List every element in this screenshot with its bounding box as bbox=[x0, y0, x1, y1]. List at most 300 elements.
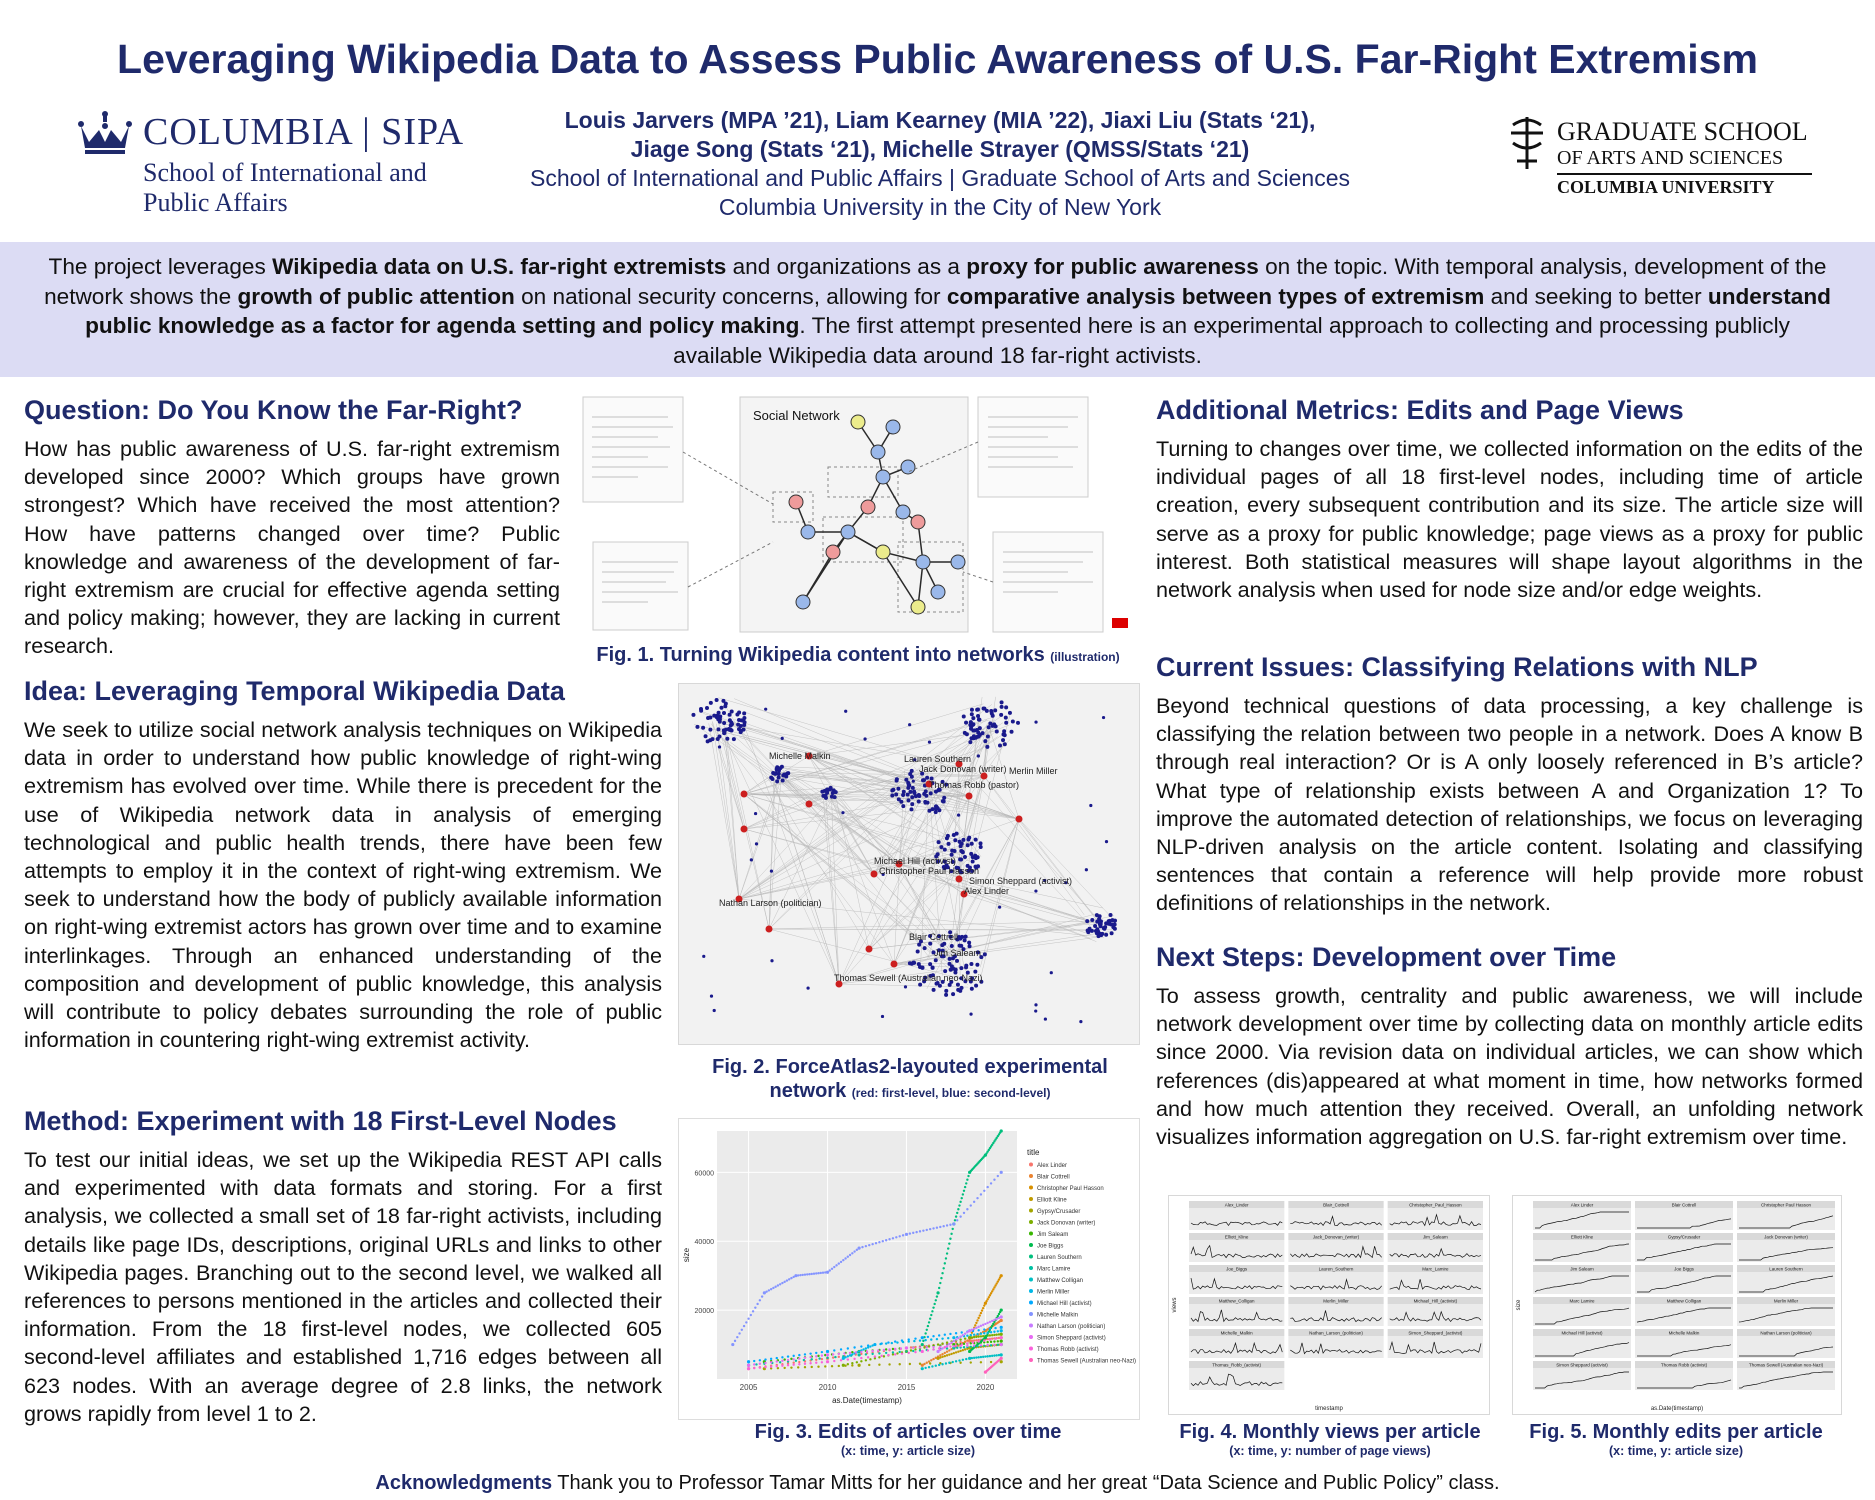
fig2-second-level-node bbox=[970, 708, 974, 712]
fig3-point bbox=[944, 1352, 946, 1354]
fig2-second-level-node bbox=[923, 946, 927, 950]
fig3-point bbox=[950, 1341, 952, 1343]
fig2-second-level-node bbox=[1097, 934, 1101, 938]
fig3-point bbox=[849, 1354, 851, 1356]
fig4-facets bbox=[1168, 1195, 1490, 1415]
fig3-point bbox=[779, 1361, 781, 1363]
fig2-second-level-node bbox=[918, 983, 922, 987]
fig2-second-level-node bbox=[695, 725, 699, 729]
fig2-second-level-node bbox=[737, 711, 741, 715]
fig2-second-level-node bbox=[1089, 804, 1092, 807]
fig3-legend-label: Alex Linder bbox=[1037, 1163, 1068, 1169]
fig2-second-level-node bbox=[928, 962, 932, 966]
fig2-second-level-node bbox=[924, 789, 928, 793]
facet-panel bbox=[1635, 1304, 1733, 1326]
fig3-point bbox=[755, 1363, 757, 1365]
fig2-second-level-node bbox=[834, 790, 838, 794]
fig3-point bbox=[921, 1350, 924, 1353]
fig2-second-level-node bbox=[904, 985, 907, 988]
fig3-x-tick-label: 2005 bbox=[739, 1383, 758, 1392]
facet-panel bbox=[1737, 1336, 1835, 1358]
fig3-point bbox=[989, 1355, 991, 1357]
fig3-point bbox=[948, 1353, 950, 1355]
fig2-second-level-node bbox=[985, 745, 989, 749]
fig2-second-level-node bbox=[710, 995, 713, 998]
fig3-point bbox=[899, 1235, 901, 1237]
fig3-point bbox=[983, 1328, 985, 1330]
fig3-point bbox=[965, 1182, 967, 1184]
fig3-point bbox=[821, 1361, 823, 1363]
fig3-point bbox=[938, 1347, 940, 1349]
fig3-point bbox=[747, 1360, 750, 1363]
fig3-point bbox=[790, 1358, 792, 1360]
fig3-point bbox=[983, 1345, 985, 1347]
facet-title: Matthew Colligan bbox=[1666, 1298, 1702, 1304]
facet-title: Thomas Sewell (Australian neo-Nazi) bbox=[1748, 1362, 1824, 1368]
fig3-point bbox=[970, 1346, 972, 1348]
fig3-point bbox=[761, 1295, 763, 1297]
fig3-point bbox=[874, 1355, 876, 1357]
intro-text-2: and organizations as a bbox=[726, 254, 967, 279]
fig3-point bbox=[939, 1356, 941, 1358]
fig3-legend-key bbox=[1029, 1243, 1033, 1247]
intro-bold-2: proxy for public awareness bbox=[966, 254, 1259, 279]
intro-bold-4: comparative analysis between types of extremism bbox=[946, 283, 1485, 309]
fig2-edge bbox=[823, 799, 839, 984]
social-network-label: Social Network bbox=[753, 408, 840, 423]
fig3-legend-label: Gypsy/Crusader bbox=[1037, 1209, 1081, 1215]
fig3-point bbox=[919, 1346, 921, 1348]
fig3-point bbox=[892, 1237, 894, 1239]
facet-panel bbox=[1635, 1336, 1733, 1358]
fig2-edge bbox=[969, 796, 1100, 937]
fig3-point bbox=[955, 1332, 957, 1334]
fig3-point bbox=[983, 1190, 985, 1192]
fig3-point bbox=[765, 1290, 767, 1292]
fig3-point bbox=[851, 1252, 853, 1254]
fig2-second-level-node bbox=[960, 850, 964, 854]
facet-title: Marc_Lamire bbox=[1422, 1266, 1449, 1272]
fig3-point bbox=[900, 1347, 902, 1349]
fig2-second-level-node bbox=[1109, 913, 1113, 917]
facet-panel bbox=[1635, 1240, 1733, 1262]
fig3-point bbox=[865, 1347, 867, 1349]
fig2-second-level-node bbox=[1098, 914, 1102, 918]
fig2-second-level-node bbox=[951, 967, 955, 971]
fig2-second-level-node bbox=[1086, 930, 1090, 934]
fig3-point bbox=[935, 1365, 937, 1367]
facet-title: Alex_Linder bbox=[1224, 1202, 1249, 1208]
fig2-node-label: Thomas Robb (pastor) bbox=[929, 780, 1020, 790]
fig2-second-level-node bbox=[881, 1015, 884, 1018]
fig3-point bbox=[928, 1366, 930, 1368]
fig3-point bbox=[971, 1336, 973, 1338]
gsas-line3: COLUMBIA UNIVERSITY bbox=[1557, 177, 1775, 197]
fig2-node-label: Michael Hill (activist) bbox=[874, 856, 957, 866]
fig3-point bbox=[869, 1358, 871, 1360]
fig2-second-level-node bbox=[956, 983, 960, 987]
method-body: To test our initial ideas, we set up the Wikipedia REST API calls and experimented with data formats and storing. For a first analysis, we collected a small set of 18 far-right activists, including details like page IDs, descriptions, original URLs and links to other Wikipedia pages. Branching out to the second level, we walked all references to persons mentioned in the articles and collected their information. From the 18 first-level nodes, we collected 605 second-level affiliates and established 1,716 edges between all 623 nodes. With an average degree of 2.8 links, the network grows rapidly from level 1 to 2. bbox=[24, 1147, 662, 1426]
fig2-first-level-node bbox=[806, 801, 813, 808]
intro-text-4: on national security concerns, allowing for bbox=[514, 283, 947, 309]
facet-title: Joe_Biggs bbox=[1226, 1266, 1248, 1272]
fig3-point bbox=[902, 1234, 904, 1236]
fig3-point bbox=[824, 1365, 826, 1367]
fig3-point bbox=[776, 1360, 778, 1362]
fig3-point bbox=[853, 1346, 855, 1348]
fig3-point bbox=[963, 1212, 965, 1214]
fig2-node-label: Nathan Larson (politician) bbox=[719, 898, 822, 908]
fig3-point bbox=[990, 1361, 992, 1363]
fig3-point bbox=[962, 1349, 964, 1351]
fig2-edge bbox=[826, 796, 839, 984]
fig3-point bbox=[815, 1359, 817, 1361]
fig2-second-level-node bbox=[998, 906, 1001, 909]
fig3-point bbox=[914, 1348, 916, 1350]
fig3-legend-key bbox=[1029, 1197, 1033, 1201]
facet-title: Jack_Donovan_(writer) bbox=[1312, 1234, 1360, 1240]
fig3-point bbox=[941, 1356, 943, 1358]
fig2-node-label: Merlin Miller bbox=[1009, 766, 1058, 776]
fig3-point bbox=[938, 1287, 940, 1289]
fig3-point bbox=[941, 1342, 943, 1344]
fig2-second-level-node bbox=[841, 811, 844, 814]
fig3-legend-label: Michael Hill (activist) bbox=[1037, 1301, 1092, 1307]
facet-panel bbox=[1288, 1272, 1383, 1294]
fig2-second-level-node bbox=[770, 869, 773, 872]
fig3-point bbox=[914, 1337, 916, 1339]
fig2-second-level-node bbox=[702, 955, 705, 958]
fig3-point bbox=[941, 1272, 943, 1274]
fig3-y-tick-label: 60000 bbox=[694, 1170, 714, 1178]
fig3-point bbox=[831, 1365, 833, 1367]
fig3-point bbox=[990, 1182, 992, 1184]
fig3-point bbox=[809, 1362, 811, 1364]
facet-panel bbox=[1635, 1368, 1733, 1390]
fig3-point bbox=[931, 1365, 933, 1367]
fig2-second-level-node bbox=[1010, 730, 1014, 734]
intro-band bbox=[0, 242, 1875, 377]
fig3-point bbox=[844, 1356, 846, 1358]
fig3-point bbox=[856, 1249, 858, 1251]
fig3-point bbox=[995, 1354, 997, 1356]
fig3-point bbox=[983, 1339, 985, 1341]
fig3-point bbox=[834, 1356, 836, 1358]
fig3-point bbox=[743, 1325, 745, 1327]
fig3-point bbox=[958, 1359, 960, 1361]
fig3-point bbox=[856, 1361, 858, 1363]
fig2-second-level-node bbox=[772, 772, 776, 776]
fig3-point bbox=[948, 1349, 950, 1351]
facet-panel bbox=[1533, 1304, 1631, 1326]
fig3-point bbox=[862, 1348, 864, 1350]
fig3-point bbox=[885, 1342, 887, 1344]
fig3-point bbox=[777, 1284, 779, 1286]
fig3-point bbox=[929, 1362, 931, 1364]
fig3-point bbox=[901, 1352, 903, 1354]
fig3-legend-key bbox=[1029, 1220, 1033, 1224]
fig3-x-axis-label: as.Date(timestamp) bbox=[832, 1396, 902, 1405]
fig3-point bbox=[973, 1344, 975, 1346]
fig3-point bbox=[945, 1362, 947, 1364]
fig3-point bbox=[905, 1350, 907, 1352]
fig3-point bbox=[970, 1204, 972, 1206]
fig3-point bbox=[865, 1359, 867, 1361]
fig3-point bbox=[952, 1222, 955, 1225]
fig2-second-level-node bbox=[938, 984, 942, 988]
intro-text-1: The project leverages bbox=[48, 254, 273, 279]
fig3-point bbox=[786, 1279, 788, 1281]
fig3-point bbox=[975, 1327, 977, 1329]
fig3-point bbox=[880, 1342, 882, 1344]
fig3-point bbox=[878, 1241, 880, 1243]
fig3-point bbox=[959, 1350, 961, 1352]
fig3-point bbox=[798, 1361, 800, 1363]
fig3-point bbox=[752, 1310, 754, 1312]
fig3-point bbox=[953, 1340, 955, 1342]
gsas-emblem-icon bbox=[1505, 113, 1550, 173]
fig3-point bbox=[966, 1345, 968, 1347]
fig3-point bbox=[983, 1332, 985, 1334]
fig3-point bbox=[826, 1350, 829, 1353]
fig3-point bbox=[790, 1366, 792, 1368]
fig3-point bbox=[831, 1268, 833, 1270]
fig3-point bbox=[991, 1355, 993, 1357]
facet-panel bbox=[1635, 1272, 1733, 1294]
fig3-y-axis-label: size bbox=[682, 1247, 691, 1263]
fig3-point bbox=[840, 1348, 842, 1350]
fig3-point bbox=[888, 1238, 890, 1240]
fig3-point bbox=[887, 1354, 889, 1356]
fig2-node-label: Simon Sheppard (activist) bbox=[969, 876, 1073, 886]
fig3-point bbox=[990, 1331, 992, 1333]
fig3-point bbox=[993, 1179, 995, 1181]
fig2-second-level-node bbox=[1093, 924, 1097, 928]
fig3-point bbox=[787, 1364, 789, 1366]
fig3-legend-key bbox=[1029, 1289, 1033, 1293]
fig2-second-level-node bbox=[1095, 927, 1099, 931]
fig3-point bbox=[896, 1341, 898, 1343]
fig3-point bbox=[820, 1272, 822, 1274]
fig3-point bbox=[877, 1349, 879, 1351]
fig3-point bbox=[936, 1338, 938, 1340]
fig2-second-level-node bbox=[1095, 920, 1099, 924]
fig3-point bbox=[1000, 1340, 1003, 1343]
fig3-point bbox=[1000, 1319, 1003, 1322]
fig3-point bbox=[980, 1344, 982, 1346]
fig3-point bbox=[858, 1247, 861, 1250]
fig2-second-level-node bbox=[983, 739, 987, 743]
fig3-point bbox=[1000, 1343, 1003, 1346]
fig2-second-level-node bbox=[989, 709, 993, 713]
fig3-point bbox=[939, 1354, 941, 1356]
fig3-point bbox=[871, 1350, 873, 1352]
facet-title: Michael_Hill_(activist) bbox=[1413, 1298, 1458, 1304]
fig3-legend-key bbox=[1029, 1312, 1033, 1316]
fig3-point bbox=[959, 1362, 961, 1364]
fig3-point bbox=[939, 1226, 941, 1228]
fig3-point bbox=[847, 1355, 849, 1357]
fig2-node-label: Thomas Sewell (Australian neo-Nazi) bbox=[834, 973, 983, 983]
fig2-second-level-node bbox=[743, 720, 747, 724]
fig3-point bbox=[955, 1344, 957, 1346]
fig3-point bbox=[986, 1186, 988, 1188]
facet-title: Jim Saleam bbox=[1570, 1266, 1594, 1272]
fig3-point bbox=[860, 1345, 862, 1347]
fig3-point bbox=[914, 1351, 916, 1353]
fig2-second-level-node bbox=[1104, 933, 1108, 937]
fig3-point bbox=[1000, 1315, 1003, 1318]
fig3-point bbox=[912, 1232, 914, 1234]
fig2-second-level-node bbox=[924, 801, 928, 805]
fig3-point bbox=[959, 1201, 961, 1203]
fig2-first-level-node bbox=[1016, 816, 1023, 823]
fig3-legend-title: title bbox=[1027, 1148, 1040, 1157]
fig3-point bbox=[974, 1324, 976, 1326]
fig2-second-level-node bbox=[908, 723, 911, 726]
facet-panel bbox=[1737, 1272, 1835, 1294]
fig3-point bbox=[956, 1212, 958, 1214]
fig2-edge bbox=[964, 894, 1091, 934]
issues-body: Beyond technical questions of data processing, a key challenge is classifying the relation between two people in a network. Does A know B through real interaction? Or is A only loosely referenced in B’s article? What type of relationship exists between A and Organization 1? To improve the automated detection of relationships, we focus on leveraging NLP-driven analysis on the article content. Isolating and classifying sentences that contain a reference will help provide more robust definitions of relationships in the network. bbox=[1156, 693, 1863, 916]
fig3-point bbox=[957, 1337, 959, 1339]
fig3-point bbox=[909, 1232, 911, 1234]
fig3-point bbox=[966, 1179, 968, 1181]
fig3-point bbox=[928, 1321, 930, 1323]
fig2-second-level-node bbox=[742, 711, 746, 715]
fig2-second-level-node bbox=[986, 734, 990, 738]
facet-panel bbox=[1533, 1240, 1631, 1262]
fig3-legend-key bbox=[1029, 1255, 1033, 1259]
fig2-node-label: Blair Cottrell bbox=[909, 932, 959, 942]
fig3-point bbox=[764, 1362, 766, 1364]
fig3-point bbox=[944, 1334, 946, 1336]
fig2-second-level-node bbox=[844, 710, 847, 713]
fig3-point bbox=[736, 1336, 738, 1338]
fig3-point bbox=[894, 1340, 896, 1342]
acknowledgments bbox=[0, 1472, 1875, 1495]
fig2-second-level-node bbox=[912, 780, 915, 783]
fig3-legend-label: Elliott Kline bbox=[1037, 1197, 1067, 1204]
fig3-point bbox=[818, 1357, 820, 1359]
fig3-point bbox=[783, 1281, 785, 1283]
fig2-second-level-node bbox=[936, 806, 940, 810]
fig2-second-level-node bbox=[781, 773, 785, 777]
fig2-second-level-node bbox=[929, 791, 933, 795]
fig3-point bbox=[966, 1208, 968, 1210]
fig2-second-level-node bbox=[1004, 705, 1008, 709]
fig2-second-level-node bbox=[988, 722, 992, 726]
fig2-second-level-node bbox=[901, 793, 905, 797]
fig2-caption-text: Fig. 2. ForceAtlas2-layouted experimental network bbox=[712, 1056, 1108, 1102]
fig3-point bbox=[919, 1339, 921, 1341]
facet-panel bbox=[1533, 1208, 1631, 1230]
fig3-x-tick-label: 2015 bbox=[897, 1383, 916, 1392]
fig4-caption-text: Fig. 4. Monthly views per article bbox=[1179, 1421, 1481, 1443]
fig2-second-level-node bbox=[956, 988, 960, 992]
fig2-second-level-node bbox=[1004, 721, 1008, 725]
fig2-second-level-node bbox=[1034, 720, 1037, 723]
fig2-second-level-node bbox=[969, 852, 973, 856]
fig2-second-level-node bbox=[975, 963, 979, 967]
fig2-second-level-node bbox=[716, 727, 720, 731]
fig3-point bbox=[935, 1299, 937, 1301]
fig2-second-level-node bbox=[737, 718, 741, 722]
fig2-second-level-node bbox=[907, 783, 911, 787]
fig3-point bbox=[776, 1365, 778, 1367]
idea-body: We seek to utilize social network analysis techniques on Wikipedia data in order to understand how public knowledge of right-wing extremism has evolved over time. While there is precedent for the use of Wikipedia network data in analysis of emerging technological and public health trends, there have been few attempts to employ it in the context of right-wing extremism. We seek to understand how the body of publicly available information on right-wing extremist actors has grown over time and to examine interlinkages. Through an enhanced understanding of the composition and development of public knowledge, this analysis will contribute to policy debates surrounding the role of public information in countering right-wing extremist activity. bbox=[24, 717, 662, 1053]
facet-panel bbox=[1737, 1240, 1835, 1262]
fig3-legend-key bbox=[1029, 1358, 1033, 1362]
fig2-node-label: Jack Donovan (writer) bbox=[919, 764, 1007, 774]
fig3-svg bbox=[679, 1119, 1139, 1419]
fig3-point bbox=[835, 1264, 837, 1266]
method-heading: Method: Experiment with 18 First-Level Nodes bbox=[24, 1106, 617, 1136]
fig3-point bbox=[944, 1262, 946, 1264]
fig3-point bbox=[817, 1272, 819, 1274]
fig3-point bbox=[983, 1304, 985, 1306]
fig3-point bbox=[965, 1358, 967, 1360]
fig3-point bbox=[885, 1352, 887, 1354]
fig3-point bbox=[926, 1362, 928, 1364]
fig3-point bbox=[815, 1355, 817, 1357]
red-marker bbox=[1112, 618, 1128, 628]
fig2-second-level-node bbox=[966, 843, 970, 847]
fig3-point bbox=[953, 1352, 955, 1354]
fig4-caption bbox=[1160, 1421, 1500, 1459]
fig2-second-level-node bbox=[863, 737, 866, 740]
fig3-point bbox=[938, 1364, 940, 1366]
fig3-point bbox=[853, 1358, 855, 1360]
fig3-point bbox=[993, 1334, 995, 1336]
fig3-point bbox=[851, 1353, 853, 1355]
facet-title: Simon_Sheppard_(activist) bbox=[1408, 1330, 1463, 1336]
fig2-second-level-node bbox=[1034, 1003, 1037, 1006]
fig5-caption-text: Fig. 5. Monthly edits per article bbox=[1529, 1421, 1823, 1443]
fig3-point bbox=[866, 1350, 868, 1352]
fig2-second-level-node bbox=[932, 988, 936, 992]
facet-title: Christopher Paul Hasson bbox=[1760, 1202, 1812, 1208]
fig2-second-level-node bbox=[999, 713, 1003, 717]
fig3-point bbox=[875, 1242, 877, 1244]
fig2-second-level-node bbox=[964, 964, 968, 968]
fig3-point bbox=[753, 1367, 755, 1369]
fig3-point bbox=[753, 1363, 755, 1365]
facet-title: Merlin_Miller bbox=[1323, 1298, 1349, 1304]
fig2-second-level-node bbox=[730, 710, 734, 714]
fig2-second-level-node bbox=[995, 729, 999, 733]
fig3-point bbox=[843, 1352, 845, 1354]
fig3-point bbox=[997, 1344, 999, 1346]
facet-panel bbox=[1189, 1240, 1284, 1262]
fig3-x-tick-label: 2020 bbox=[976, 1383, 995, 1392]
fig3-point bbox=[984, 1323, 986, 1325]
facet-panel bbox=[1737, 1304, 1835, 1326]
fig3-point bbox=[1000, 1357, 1003, 1360]
fig3-point bbox=[927, 1325, 929, 1327]
fig3-point bbox=[1000, 1171, 1003, 1174]
fig2-second-level-node bbox=[699, 709, 703, 713]
fig3-point bbox=[980, 1361, 982, 1363]
intro-text-6: . The first attempt presented here is an experimental approach to collecting and processing publicly available Wikipedia data around 18 far-right activists. bbox=[673, 313, 1790, 368]
fig2-second-level-node bbox=[910, 795, 914, 799]
fig2-second-level-node bbox=[978, 726, 982, 730]
fig3-point bbox=[770, 1365, 772, 1367]
fig3-point bbox=[885, 1348, 887, 1350]
fig2-second-level-node bbox=[728, 718, 732, 722]
fig3-point bbox=[991, 1337, 993, 1339]
fig3-point bbox=[989, 1334, 991, 1336]
